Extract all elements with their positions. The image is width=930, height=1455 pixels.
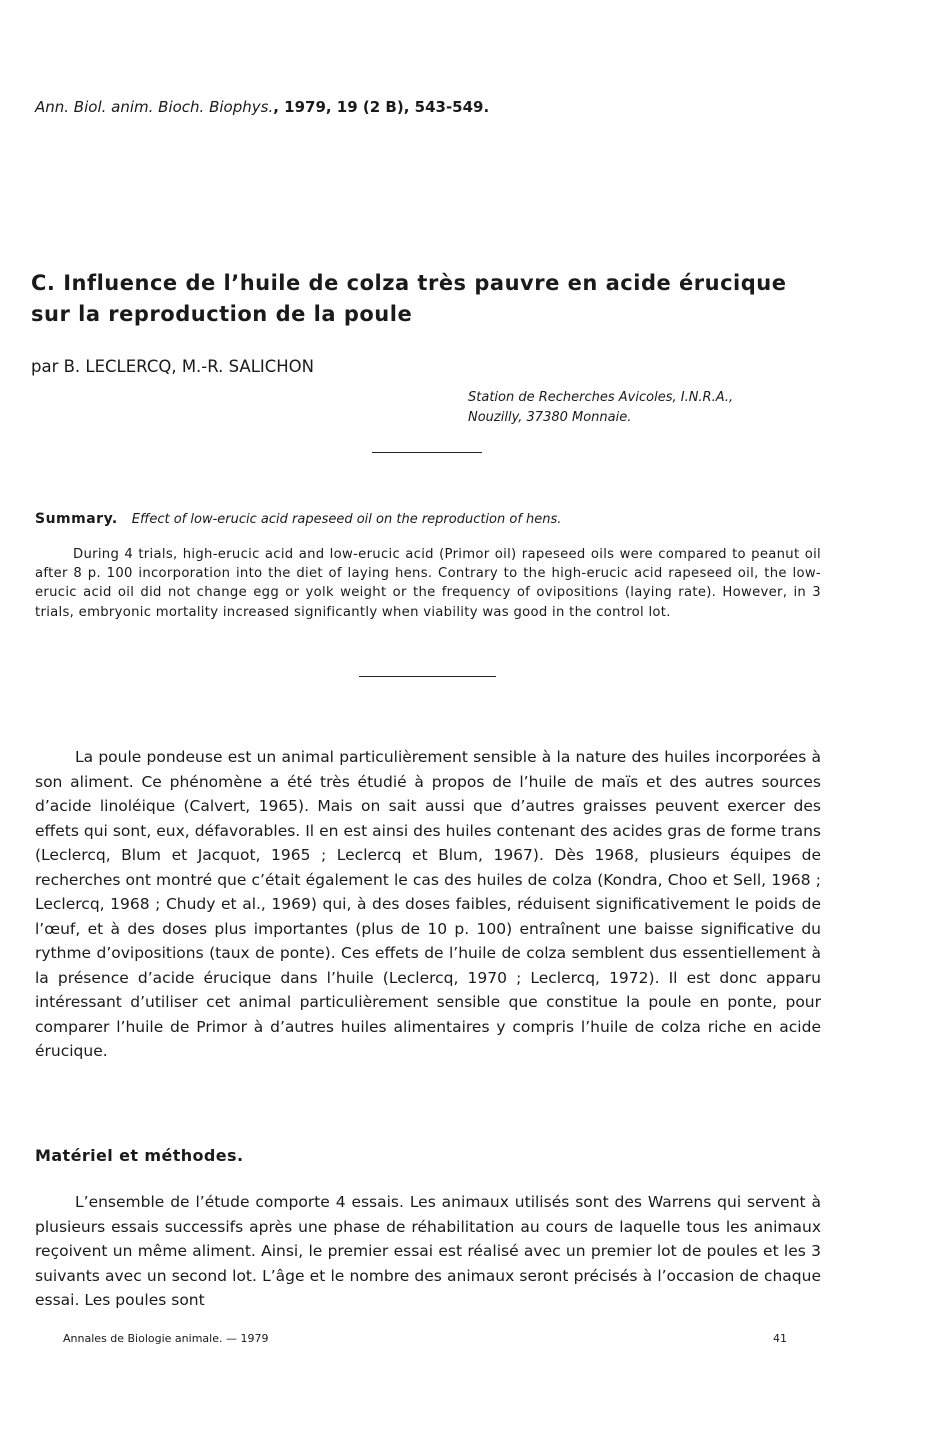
title-line-1: C. Influence de l’huile de colza très pauvre en acide érucique (31, 271, 787, 295)
summary-paragraph: During 4 trials, high-erucic acid and low-erucic acid (Primor oil) rapeseed oils were compared to peanut oil after 8 p. 100 incorporation into the diet of laying hens. Contrary to the high-erucic acid rapeseed oil, the low-erucic acid oil did not change egg or yolk weight or the frequency of ovipositions (laying rate). However, in 3 trials, embryonic mortality increased significantly when viability was good in the control lot. (35, 547, 821, 620)
citation-volume-pages: , 1979, 19 (2 B), 543-549. (273, 98, 490, 116)
authors: par B. LECLERCQ, M.-R. SALICHON (31, 357, 315, 376)
methods-heading: Matériel et méthodes. (35, 1146, 244, 1165)
journal-citation (35, 98, 489, 116)
introduction-section (35, 745, 821, 1064)
summary-heading (35, 511, 561, 527)
introduction-paragraph: La poule pondeuse est un animal particulièrement sensible à la nature des huiles incorporées à son aliment. Ce phénomène a été très étudié à propos de l’huile de maïs et des autres sources d’acide linoléique (Calvert, 1965). Mais on sait aussi que d’autres graisses peuvent exercer des effets qui sont, eux, défavorables. Il en est ainsi des huiles contenant des acides gras de forme trans (Leclercq, Blum et Jacquot, 1965 ; Leclercq et Blum, 1967). Dès 1968, plusieurs équipes de recherches ont montré que c’était également le cas des huiles de colza (Kondra, Choo et Sell, 1968 ; Leclercq, 1968 ; Chudy et al., 1969) qui, à des doses faibles, réduisent significativement le poids de l’œuf, et à des doses plus importantes (plus de 10 p. 100) entraînent une baisse significative du rythme d’ovipositions (taux de ponte). Ces effets de l’huile de colza semblent dus essentiellement à la présence d’acide érucique dans l’huile (Leclercq, 1970 ; Leclercq, 1972). Il est donc apparu intéressant d’utiliser cet animal particulièrement sensible que constitue la poule en ponte, pour comparer l’huile de Primor à d’autres huiles alimentaires y compris l’huile de colza riche en acide érucique. (35, 748, 821, 1060)
affiliation (468, 388, 733, 428)
footer-journal: Annales de Biologie animale. — 1979 (63, 1332, 269, 1345)
summary-abstract (35, 545, 821, 622)
title-line-2: sur la reproduction de la poule (31, 302, 413, 326)
article-title (31, 268, 841, 330)
affiliation-line-1: Station de Recherches Avicoles, I.N.R.A., (468, 390, 734, 405)
methods-section (35, 1190, 821, 1313)
summary-title: Effect of low-erucic acid rapeseed oil on the reproduction of hens. (131, 512, 562, 527)
affiliation-line-2: Nouzilly, 37380 Monnaie. (468, 410, 632, 425)
citation-journal: Ann. Biol. anim. Bioch. Biophys. (35, 98, 274, 116)
page-number: 41 (773, 1332, 787, 1345)
divider-top (372, 452, 482, 453)
summary-label: Summary. (35, 511, 118, 527)
methods-paragraph: L’ensemble de l’étude comporte 4 essais. Les animaux utilisés sont des Warrens qui servent à plusieurs essais successifs après une phase de réhabilitation au cours de laquelle tous les animaux reçoivent un même aliment. Ainsi, le premier essai est réalisé avec un premier lot de poules et les 3 suivants avec un second lot. L’âge et le nombre des animaux seront précisés à l’occasion de chaque essai. Les poules sont (35, 1193, 821, 1309)
divider-bottom (359, 676, 496, 677)
